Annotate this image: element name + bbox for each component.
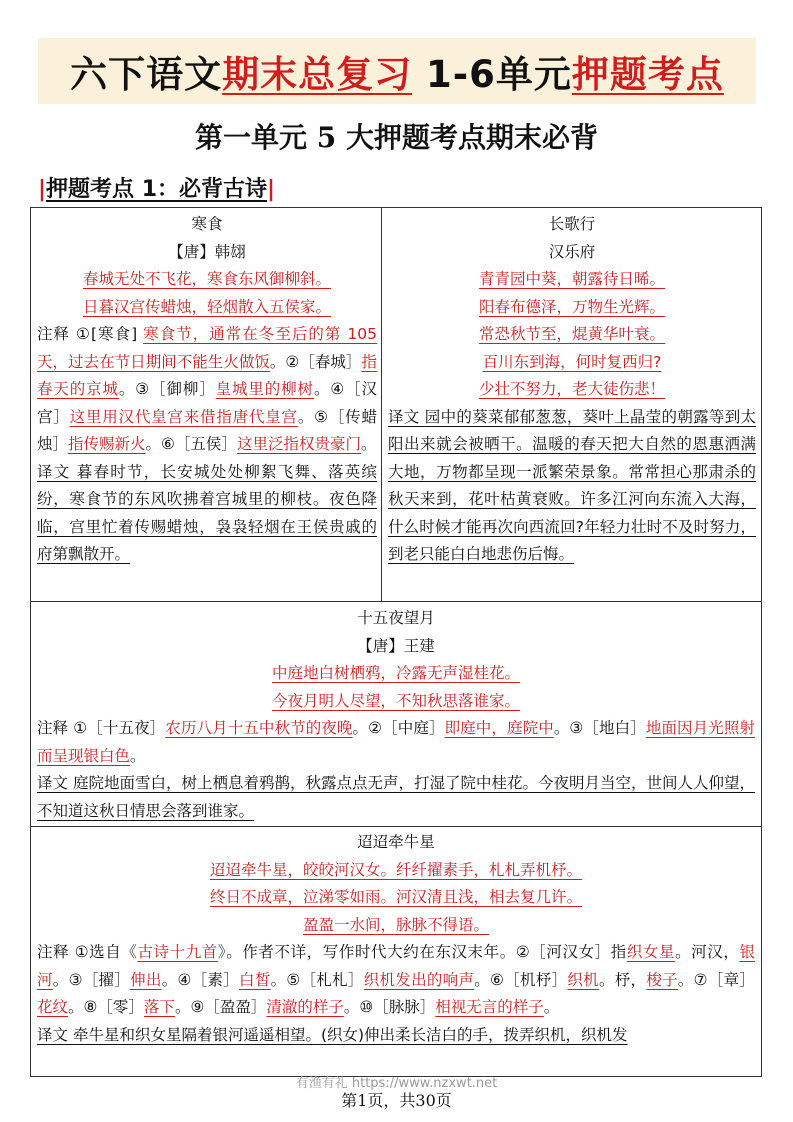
poem-cell-shiwuye <box>37 605 755 825</box>
unit-subtitle: 第一单元 5 大押题考点期末必背 <box>195 121 598 154</box>
note-term: 。⑥［五侯］ <box>145 435 237 453</box>
poem-title: 迢迢牵牛星 <box>357 833 435 851</box>
banner-part-2: 期末总复习 <box>222 53 413 96</box>
poem-line: 少壮不努力，老大徒伤悲！ <box>478 380 665 398</box>
note-answer: 伸出 <box>130 970 162 989</box>
poem-author: 汉乐府 <box>548 242 596 261</box>
header-banner <box>38 38 756 104</box>
translation-text: 庭院地面雪白，树上栖息着鸦鹊，秋露点点无声，打湿了院中桂花。今夜明月当空，世间人人仰望，不知道这秋日情思会落到谁家。 <box>37 774 755 820</box>
translation-text: 牵牛星和织女星隔着银河遥遥相望。(织女)伸出柔长洁白的手，拨弄织机，织机发 <box>72 1025 628 1044</box>
poem-line: 今夜月明人尽望，不知秋思落谁家。 <box>271 691 520 710</box>
note-term: 。③［御柳］ <box>118 380 216 398</box>
note-term: 。⑨［盈盈］ <box>174 998 267 1016</box>
translation-label: 译文 <box>37 462 71 481</box>
note-term: 》。作者不详，写作时代大约在东汉末年。②［河汉女］指 <box>217 943 627 961</box>
poem-title: 十五夜望月 <box>357 609 435 627</box>
poem-line: 盈盈一水间，脉脉不得语。 <box>302 915 489 934</box>
note-term: 。⑩［脉脉］ <box>343 998 436 1016</box>
note-term: 。 <box>360 435 377 453</box>
translation-text: 暮春时节，长安城处处柳絮飞舞、落英缤纷，寒食节的东风吹拂着宫城里的柳枝。夜色降临，宫里忙着传赐蜡烛，袅袅轻烟在王侯贵戚的府第飘散开。 <box>37 462 377 563</box>
note-term: 。 <box>130 746 146 765</box>
note-answer: 织机发出的响声 <box>363 970 475 989</box>
poem-line: 阳春布德泽，万物生光辉。 <box>478 297 665 316</box>
poem-translation <box>388 404 756 569</box>
note-answer: 农历八月十五中秋节的夜晚 <box>165 719 353 737</box>
note-term: 。⑥［机杼］ <box>474 970 568 989</box>
note-answer: 落下 <box>143 998 175 1016</box>
poem-translation <box>37 459 377 569</box>
note-answer: 梭子 <box>646 970 678 989</box>
note-term: 。③［擢］ <box>52 970 131 989</box>
note-term: 。⑤［札札］ <box>270 970 364 989</box>
translation-label: 译文 <box>37 774 69 792</box>
poem-line: 终日不成章，泣涕零如雨。河汉清且浅，相去复几许。 <box>209 888 582 906</box>
poem-title: 长歌行 <box>548 215 596 233</box>
note-answer: 皇城里的柳树 <box>215 380 314 398</box>
note-answer: 这里泛指权贵豪门 <box>236 435 361 453</box>
note-term: ①［十五夜］ <box>68 719 166 737</box>
note-answer: 花纹 <box>37 998 69 1016</box>
note-term: 。⑦［章］ <box>677 970 755 989</box>
note-term: 。④［汉宫］ <box>37 380 377 426</box>
row-divider-1 <box>31 601 761 602</box>
section-heading <box>38 172 275 203</box>
note-answer: 指传赐新火 <box>68 435 146 453</box>
note-answer: 织机 <box>567 970 599 989</box>
note-answer: 相视无言的样子 <box>435 998 544 1016</box>
banner-part-1: 六下语文 <box>70 53 223 96</box>
banner-part-3: 1-6单元 <box>412 53 572 96</box>
section-bar-right: | <box>267 177 276 202</box>
note-term: 。河汉， <box>675 943 740 961</box>
poem-line: 春城无处不飞花，寒食东风御柳斜。 <box>82 270 331 288</box>
note-label: 注释 <box>37 943 70 961</box>
note-label: 注释 <box>37 325 71 343</box>
note-term: 。⑧［零］ <box>68 998 144 1016</box>
note-term: 。杼， <box>598 970 647 989</box>
poem-table <box>30 207 762 1077</box>
note-term: ①[寒食] <box>70 325 144 343</box>
row-divider-2 <box>31 826 761 827</box>
poem-title: 寒食 <box>191 215 223 233</box>
poem-notes <box>37 715 755 770</box>
translation-text: 园中的葵菜郁郁葱葱，葵叶上晶莹的朝露等到太阳出来就会被晒干。温暖的春天把大自然的恩惠洒满大地，万物都呈现一派繁荣景象。常常担心那肃杀的秋天来到，花叶枯黄衰败。许多江河向东流入大海，什么时候才能再次向西流回?年轻力壮时不及时努力，到老只能白白地悲伤后悔。 <box>388 407 756 563</box>
note-term: 。 <box>543 998 560 1016</box>
note-term: 。②［春城］ <box>269 352 362 371</box>
translation-label: 译文 <box>37 1025 69 1044</box>
note-answer: 即庭中，庭院中 <box>444 719 554 737</box>
note-answer: 织女星 <box>626 943 676 961</box>
section-bar-left: | <box>38 177 47 202</box>
poem-author: 【唐】王建 <box>357 636 435 655</box>
banner-part-4: 押题考点 <box>571 53 724 96</box>
poem-notes <box>37 321 377 459</box>
poem-translation <box>37 1022 755 1050</box>
note-answer: 白皙 <box>239 970 271 989</box>
note-answer: 银河 <box>37 943 755 989</box>
poem-line: 中庭地白树栖鸦，冷露无声湿桂花。 <box>271 664 520 682</box>
column-divider <box>381 208 382 601</box>
poem-line: 日暮汉宫传蜡烛，轻烟散入五侯家。 <box>82 297 331 316</box>
poem-line: 常恐秋节至，焜黄华叶衰。 <box>478 325 665 343</box>
poem-cell-changgexing <box>388 211 756 569</box>
note-term: ①选自《 <box>69 943 138 961</box>
note-term: 。③［地白］ <box>553 719 646 737</box>
section-label: 押题考点 1：必背古诗 <box>46 177 268 202</box>
watermark: 有渔有礼 https://www.nzxwt.net <box>295 1076 498 1091</box>
poem-author: 【唐】韩翃 <box>168 242 246 261</box>
poem-line: 青青园中葵，朝露待日晞。 <box>478 270 665 288</box>
poem-translation <box>37 770 755 825</box>
poem-line: 迢迢牵牛星，皎皎河汉女。纤纤擢素手，札札弄机杼。 <box>209 860 582 879</box>
note-term: 。④［素］ <box>161 970 240 989</box>
note-answer: 这里用汉代皇宫来借指唐代皇宫 <box>69 407 298 426</box>
note-term: 。⑤［传蜡烛］ <box>37 407 377 453</box>
note-answer: 寒食节，通常在冬至后的第 105 天，过去在节日期间不能生火做饭 <box>37 325 377 371</box>
poem-cell-hanshi <box>37 211 377 569</box>
translation-label: 译文 <box>388 407 420 426</box>
note-term: 。②［中庭］ <box>352 719 445 737</box>
poem-notes <box>37 939 755 1022</box>
note-answer: 清澈的样子 <box>266 998 344 1016</box>
note-answer: 古诗十九首 <box>137 943 218 961</box>
note-label: 注释 <box>37 719 69 737</box>
page-footer: 第1页，共30页 <box>341 1091 452 1110</box>
poem-cell-tiaotiao <box>37 829 755 1075</box>
note-answer: 指春天的京城 <box>37 352 377 398</box>
poem-line: 百川东到海，何时复西归? <box>482 352 662 371</box>
note-answer: 地面因月光照射而呈现银白色 <box>37 719 755 765</box>
